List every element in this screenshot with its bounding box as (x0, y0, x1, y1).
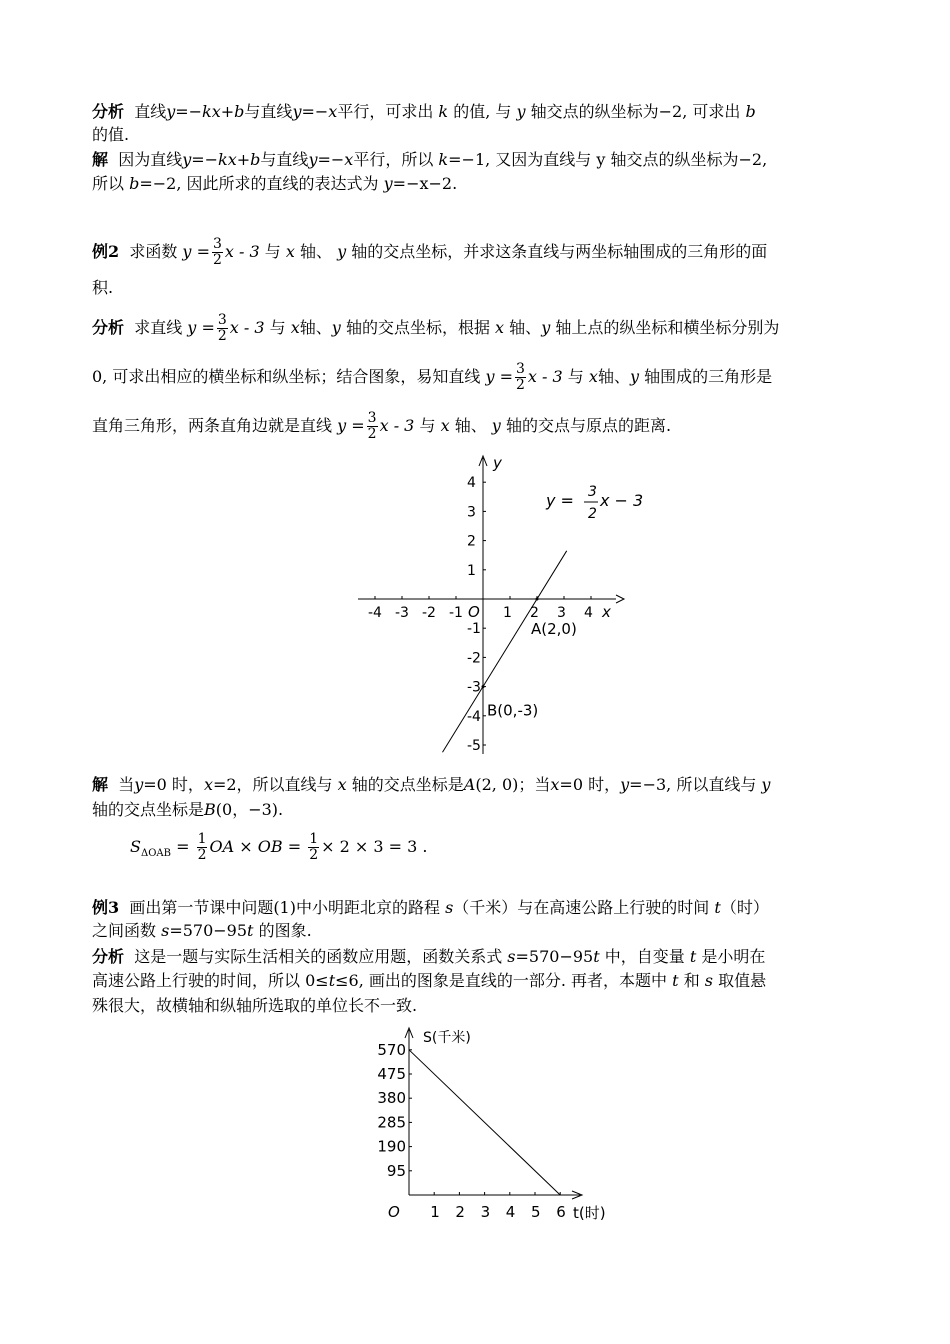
solution-1-line-1 (92, 149, 767, 171)
linear-function-graph (350, 448, 644, 760)
var: y (337, 242, 347, 261)
var: t (328, 971, 336, 990)
example-label: 例3 (92, 898, 120, 917)
var: y (491, 416, 501, 435)
s-tick-label: 190 (377, 1137, 406, 1156)
text: 直角三角形，两条直角边就是直线 (92, 416, 333, 435)
text: 轴围成的三角形是 (644, 367, 773, 386)
text: （时） (720, 898, 769, 917)
equation-label-denominator: 2 (588, 506, 597, 522)
var: t (689, 947, 697, 966)
x-tick-label: 3 (557, 605, 566, 621)
analysis-label: 分析 (92, 318, 125, 337)
analysis-3-line-1 (92, 946, 765, 968)
text: 平行，可求出 (337, 102, 434, 121)
point-marker (482, 685, 485, 688)
example-3-line-1 (92, 897, 769, 919)
example-label: 例2 (92, 242, 120, 261)
t-tick-label: 1 (430, 1203, 440, 1221)
t-axis-label: t(时) (573, 1204, 606, 1222)
x-tick-label: -4 (368, 605, 382, 621)
example-2-line-2 (92, 277, 113, 299)
var: y (187, 318, 197, 337)
text: 轴、 (299, 318, 332, 337)
s-tick-label: 570 (377, 1040, 406, 1059)
solution-label: 解 (92, 150, 109, 169)
equation-label-tail: x − 3 (600, 491, 644, 510)
var: x (550, 775, 560, 794)
var: y (331, 318, 341, 337)
analysis-3-line-3 (92, 995, 417, 1017)
var: x (495, 318, 505, 337)
point-a: A (463, 775, 476, 794)
x-tick-label: 4 (584, 605, 593, 621)
solution-1-line-2 (92, 173, 457, 195)
solution-label: 解 (92, 775, 109, 794)
y-tick-label: -4 (467, 708, 481, 725)
denominator: 2 (212, 252, 222, 268)
point-b: B (204, 800, 216, 819)
formula: y=−kx+b (166, 102, 245, 121)
text: 积. (92, 278, 114, 297)
text: 是小明在 (701, 947, 766, 966)
text: =−1, 又因为直线与 y 轴交点的纵坐标为−2, (448, 150, 768, 169)
analysis-1-line-1 (92, 101, 756, 123)
t-tick-label: 5 (531, 1203, 541, 1221)
text: 画出第一节课中问题(1)中小明距北京的路程 (129, 898, 440, 917)
var: y (182, 242, 192, 261)
formula: × 2 × 3 = 3 . (321, 837, 428, 856)
y-axis-label: y (493, 454, 502, 472)
var: y (337, 416, 347, 435)
text: 和 (683, 971, 700, 990)
var: k (438, 150, 449, 169)
var: y (134, 775, 144, 794)
formula: x - 3 (229, 318, 265, 337)
var: b (745, 102, 756, 121)
var: y (761, 775, 771, 794)
text: 轴交点的纵坐标为−2, 可求出 (530, 102, 741, 121)
solution-2-line-2 (92, 799, 283, 821)
analysis-2-line-1 (92, 313, 779, 344)
text: 轴、 (454, 416, 487, 435)
formula: y=−kx+b (182, 150, 261, 169)
text: 轴的交点坐标，根据 (345, 318, 490, 337)
text: = (499, 367, 513, 386)
text: =−3, 所以直线与 (629, 775, 757, 794)
text: 轴的交点坐标，并求这条直线与两坐标轴围成的三角形的面 (351, 242, 768, 261)
x-tick-label: -3 (395, 605, 409, 621)
var: y (541, 318, 551, 337)
numerator: 3 (516, 361, 525, 377)
text: 轴、 (300, 242, 333, 261)
example-2-line-1 (92, 237, 767, 268)
analysis-3-line-2 (92, 970, 766, 992)
origin-label: O (388, 1203, 400, 1221)
s-tick-label: 475 (377, 1065, 406, 1083)
text: 与 (269, 318, 286, 337)
s-tick-label: 95 (386, 1161, 406, 1180)
var: s (161, 921, 170, 940)
text: 殊很大，故横轴和纵轴所选取的单位长不一致. (92, 996, 418, 1015)
analysis-label: 分析 (92, 947, 125, 966)
var: x (440, 416, 450, 435)
t-tick-label: 4 (505, 1203, 516, 1221)
text: 轴的交点坐标是 (351, 775, 464, 794)
series-line (409, 1050, 560, 1195)
text: 求函数 (129, 242, 178, 261)
text: =570−95 (169, 921, 248, 940)
var: s (704, 971, 714, 990)
var: t (593, 947, 600, 966)
t-tick-label: 2 (455, 1203, 465, 1221)
example-3-line-2 (92, 920, 312, 942)
text: （千米）与在高速公路上行驶的时间 (453, 898, 710, 917)
var: x (588, 367, 598, 386)
fraction (212, 237, 223, 268)
fraction (515, 362, 526, 393)
point-marker (536, 598, 539, 601)
y-tick-label: -1 (467, 621, 481, 638)
denominator: 2 (367, 426, 377, 442)
text: 轴的交点与原点的距离. (505, 416, 672, 435)
text: 高速公路上行驶的时间，所以 0≤ (92, 971, 329, 990)
equation-label-numerator: 3 (588, 484, 597, 500)
text: 中，自变量 (604, 947, 685, 966)
series-line (443, 551, 567, 752)
y-tick-label: -5 (467, 738, 481, 754)
s-tick-label: 285 (377, 1113, 406, 1132)
x-tick-label: 2 (530, 605, 539, 621)
t-tick-label: 6 (556, 1203, 566, 1221)
text: =−2, 因此所求的直线的表达式为 (139, 174, 379, 193)
text: = (351, 416, 365, 435)
text: (2, 0)；当 (475, 775, 551, 794)
s-tick-label: 380 (377, 1089, 406, 1108)
formula: x - 3 (379, 416, 415, 435)
y-tick-label: -3 (467, 679, 481, 696)
var: x (337, 775, 347, 794)
analysis-2-line-3 (92, 411, 671, 442)
text: 的值. (92, 125, 130, 144)
formula: y=−x (308, 150, 354, 169)
x-tick-label: -2 (422, 605, 436, 621)
formula: x - 3 (527, 367, 563, 386)
text: = (176, 837, 190, 856)
point-label: B(0,-3) (487, 701, 539, 720)
area-symbol: S (130, 837, 141, 856)
var: x (285, 242, 295, 261)
fraction (217, 313, 228, 344)
text: 与直线 (244, 102, 293, 121)
text: 轴上点的纵坐标和横坐标分别为 (555, 318, 780, 337)
var: y (516, 102, 526, 121)
text: 求直线 (134, 318, 183, 337)
text: 与 (419, 416, 436, 435)
text: =570−95 (515, 947, 594, 966)
y-tick-label: 1 (467, 562, 476, 579)
text: 的值, 与 (453, 102, 512, 121)
solution-2-line-1 (92, 774, 770, 796)
s-axis-label: S(千米) (423, 1030, 471, 1046)
equation-label-y: y = (546, 491, 574, 510)
var: y (620, 775, 630, 794)
var: s (445, 898, 454, 917)
text: 平行，所以 (353, 150, 434, 169)
text: 与 (264, 242, 281, 261)
y-tick-label: 3 (467, 504, 476, 521)
text: 这是一题与实际生活相关的函数应用题，函数关系式 (134, 947, 503, 966)
text: 所以 (92, 174, 125, 193)
var: y (629, 367, 639, 386)
text: 因为直线 (118, 150, 183, 169)
var: x (290, 318, 300, 337)
x-tick-label: 1 (503, 605, 512, 621)
var: b (129, 174, 140, 193)
text: 轴、 (509, 318, 542, 337)
x-axis-arrow (616, 595, 624, 603)
fraction: $\frac{1}{2}$ (197, 831, 207, 863)
var: y (383, 174, 393, 193)
analysis-label: 分析 (92, 102, 125, 121)
var: k (438, 102, 449, 121)
origin-label: O (468, 603, 480, 621)
text: 取值悬 (718, 971, 767, 990)
text: (0，−3). (215, 800, 284, 819)
text: 与直线 (260, 150, 309, 169)
text: 轴的交点坐标是 (92, 800, 205, 819)
var: t (714, 898, 721, 917)
text: 直线 (134, 102, 167, 121)
denominator: 2 (516, 377, 525, 393)
formula: x - 3 (224, 242, 260, 261)
var: s (507, 947, 516, 966)
var: t (247, 921, 254, 940)
text: 与 (567, 367, 584, 386)
text: 0, 可求出相应的横坐标和纵坐标；结合图象，易知直线 (92, 367, 481, 386)
y-tick-label: -2 (467, 650, 481, 667)
x-axis-label: x (602, 603, 611, 621)
analysis-2-line-2 (92, 362, 772, 393)
y-tick-label: 4 (467, 475, 476, 492)
text: 当 (118, 775, 135, 794)
denominator: 2 (217, 328, 227, 344)
numerator: 3 (367, 410, 377, 426)
x-tick-label: -1 (449, 605, 463, 621)
var: y (485, 367, 495, 386)
fraction: $\frac{1}{2}$ (309, 831, 319, 863)
formula: OA × OB = (209, 837, 302, 856)
t-tick-label: 3 (480, 1203, 491, 1221)
area-formula (130, 832, 427, 868)
numerator: 3 (217, 312, 227, 328)
numerator: 3 (212, 236, 222, 252)
analysis-1-line-2 (92, 124, 129, 146)
text: =0 时， (559, 775, 621, 794)
text: = (196, 242, 210, 261)
fraction (367, 411, 378, 442)
area-subscript: ΔOAB (140, 848, 171, 860)
distance-time-graph (368, 1022, 614, 1228)
text: 轴、 (597, 367, 630, 386)
text: = (201, 318, 215, 337)
var: x (203, 775, 213, 794)
text: =0 时， (143, 775, 204, 794)
text: =−x−2. (392, 174, 458, 193)
point-label: A(2,0) (531, 620, 577, 638)
text: 之间函数 (92, 921, 157, 940)
text: =2，所以直线与 (212, 775, 333, 794)
var: t (672, 971, 679, 990)
formula: y=−x (292, 102, 338, 121)
text: 的图象. (258, 921, 312, 940)
text: ≤6, 画出的图象是直线的一部分. 再者，本题中 (335, 971, 668, 990)
y-tick-label: 2 (467, 533, 476, 550)
